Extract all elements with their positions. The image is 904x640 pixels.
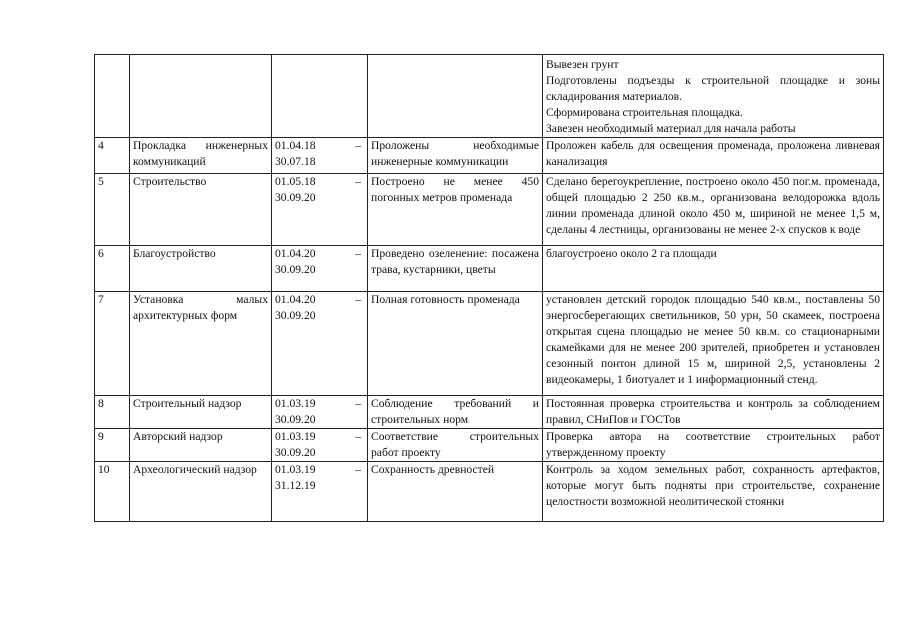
- cell-stage: Авторский надзор: [130, 429, 272, 462]
- cell-done: Постоянная проверка строительства и контроль за соблюдением правил, СНиПов и ГОСТов: [543, 396, 884, 429]
- period-start: 01.05.18: [275, 175, 316, 188]
- cell-done: Контроль за ходом земельных работ, сохранность артефактов, которые могут быть подняты при строительстве, сохранение целостности возможной неолитической стоянки: [543, 462, 884, 522]
- table-row: [95, 246, 884, 292]
- table-row: [95, 429, 884, 462]
- cell-num: 6: [95, 246, 130, 292]
- table-row: [95, 462, 884, 522]
- cell-stage: Строительство: [130, 174, 272, 246]
- cell-done: благоустроено около 2 га площади: [543, 246, 884, 292]
- table-row: [95, 138, 884, 174]
- period-end: 30.09.20: [275, 413, 316, 426]
- cell-result: Проведено озеленение: посажена трава, кустарники, цветы: [368, 246, 543, 292]
- cell-num: 4: [95, 138, 130, 174]
- period-end: 30.09.20: [275, 446, 316, 459]
- cell-num: 10: [95, 462, 130, 522]
- done-line: Вывезен грунт: [546, 58, 619, 71]
- cell-period: [272, 462, 368, 522]
- cell-result: Проложены необходимые инженерные коммуникации: [368, 138, 543, 174]
- period-end: 30.09.20: [275, 191, 316, 204]
- cell-result: Полная готовность променада: [368, 292, 543, 396]
- cell-done: Проложен кабель для освещения променада, проложена ливневая канализация: [543, 138, 884, 174]
- period-start: 01.04.18: [275, 139, 316, 152]
- cell-done: Сделано берегоукрепление, построено около 450 пог.м. променада, общей площадью 2 250 кв.м., организована велодорожка вдоль линии променада длиной около 450 м, шириной не менее 1,5 м, сделаны 4 лестницы, организованы не менее 2-х спусков к воде: [543, 174, 884, 246]
- period-dash: –: [355, 397, 361, 410]
- cell-stage: Прокладка инженерных коммуникаций: [130, 138, 272, 174]
- cell-stage: Благоустройство: [130, 246, 272, 292]
- cell-num: 7: [95, 292, 130, 396]
- cell-stage: Установка малых архитектурных форм: [130, 292, 272, 396]
- cell-period: [272, 292, 368, 396]
- cell-result: Соблюдение требований и строительных норм: [368, 396, 543, 429]
- table-row: [95, 292, 884, 396]
- cell-result: Соответствие строительных работ проекту: [368, 429, 543, 462]
- cell-num: [95, 55, 130, 138]
- period-end: 30.09.20: [275, 263, 316, 276]
- cell-period: [272, 55, 368, 138]
- period-end: 31.12.19: [275, 479, 316, 492]
- done-line: Сформирована строительная площадка.: [546, 106, 743, 119]
- cell-done: Проверка автора на соответствие строительных работ утвержденному проекту: [543, 429, 884, 462]
- cell-num: 8: [95, 396, 130, 429]
- period-start: 01.04.20: [275, 293, 316, 306]
- period-start: 01.03.19: [275, 397, 316, 410]
- table-row: [95, 396, 884, 429]
- done-line: Завезен необходимый материал для начала работы: [546, 122, 796, 135]
- cell-period: [272, 246, 368, 292]
- period-end: 30.09.20: [275, 309, 316, 322]
- cell-period: [272, 174, 368, 246]
- works-table: [94, 54, 884, 522]
- table-row: [95, 174, 884, 246]
- period-dash: –: [355, 430, 361, 443]
- cell-stage: Строительный надзор: [130, 396, 272, 429]
- cell-period: [272, 138, 368, 174]
- cell-stage: [130, 55, 272, 138]
- period-dash: –: [355, 247, 361, 260]
- period-start: 01.04.20: [275, 247, 316, 260]
- cell-num: 9: [95, 429, 130, 462]
- cell-result: [368, 55, 543, 138]
- period-dash: –: [355, 175, 361, 188]
- table-row-continuation: [95, 55, 884, 138]
- done-line: Подготовлены подъезды к строительной площадке и зоны складирования материалов.: [546, 74, 880, 103]
- cell-result: Построено не менее 450 погонных метров променада: [368, 174, 543, 246]
- cell-done: [543, 55, 884, 138]
- cell-result: Сохранность древностей: [368, 462, 543, 522]
- cell-period: [272, 429, 368, 462]
- cell-stage: Археологический надзор: [130, 462, 272, 522]
- period-dash: –: [355, 463, 361, 476]
- period-start: 01.03.19: [275, 430, 316, 443]
- period-start: 01.03.19: [275, 463, 316, 476]
- cell-done: установлен детский городок площадью 540 кв.м., поставлены 50 энергосберегающих светильников, 50 урн, 50 скамеек, построена открытая сцена площадью не менее 50 кв.м. со стационарными скамейками для не менее 200 зрителей, приобретен и установлен сезонный понтон длиной 15 м, шириной 2,5, установлены 2 видеокамеры, 1 биотуалет и 1 информационный стенд.: [543, 292, 884, 396]
- cell-period: [272, 396, 368, 429]
- period-dash: –: [355, 293, 361, 306]
- period-dash: –: [355, 139, 361, 152]
- cell-num: 5: [95, 174, 130, 246]
- period-end: 30.07.18: [275, 155, 316, 168]
